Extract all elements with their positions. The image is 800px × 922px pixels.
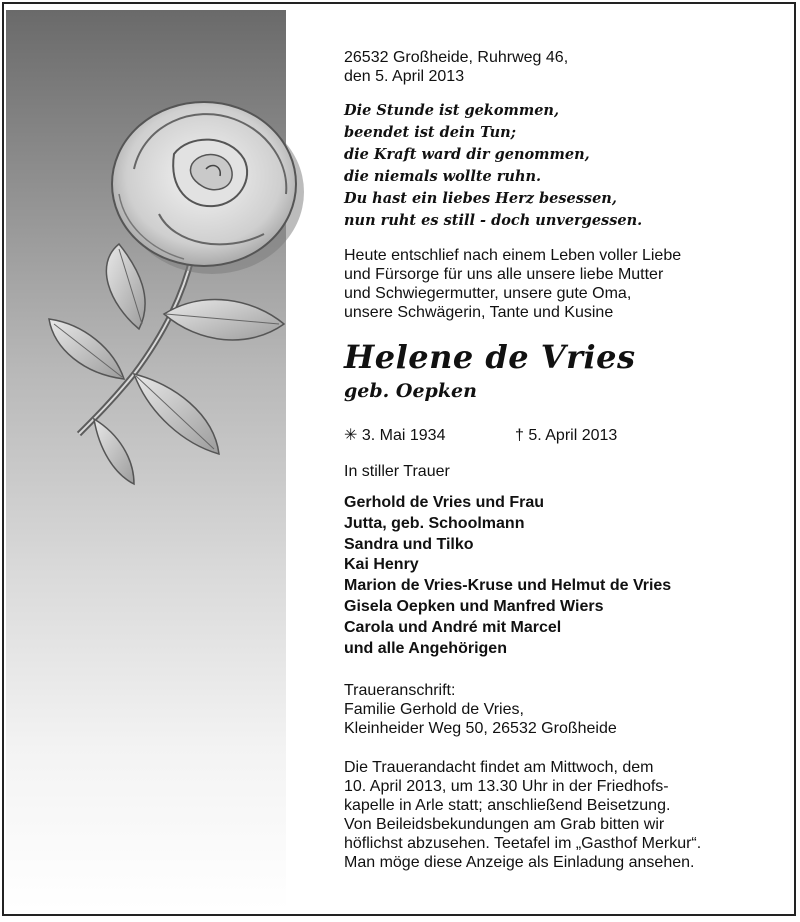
family-member: Sandra und Tilko [344,535,474,553]
service-line: 10. April 2013, um 13.30 Uhr in der Friedhofs- [344,778,669,796]
deceased-name: Helene de Vries [344,338,636,376]
family-member: Carola und André mit Marcel [344,618,562,636]
family-member: Gerhold de Vries und Frau [344,494,545,511]
death-date: † 5. April 2013 [515,427,618,444]
family-member: Marion de Vries-Kruse und Helmut de Vries [344,577,672,595]
family-member: Gisela Oepken und Manfred Wiers [344,597,604,615]
family-member: Kai Henry [344,556,419,574]
poem-line: die niemals wollte ruhn. [344,168,542,185]
service-line: kapelle in Arle statt; anschließend Beisetzung. [344,797,671,815]
announcement-line: und Schwiegermutter, unsere gute Oma, [344,285,632,302]
birth-date: ✳ 3. Mai 1934 [344,427,446,444]
sender-address: 26532 Großheide, Ruhrweg 46, [344,49,569,66]
mourning-label: In stiller Trauer [344,463,450,480]
obituary-notice [2,2,796,916]
address-line: Familie Gerhold de Vries, [344,701,524,719]
announcement [344,246,764,322]
announcement-line: und Fürsorge für uns alle unsere liebe Mutter [344,266,664,283]
service-line: Man möge diese Anzeige als Einladung ansehen. [344,854,695,872]
notice-date: den 5. April 2013 [344,68,465,85]
rose-illustration [24,74,314,494]
service-line: höflichst abzusehen. Teetafel im „Gasthof Merkur“. [344,835,702,853]
address-line: Traueranschrift: [344,682,456,700]
poem-line: Du hast ein liebes Herz besessen, [344,190,617,207]
service-line: Von Beileidsbekundungen am Grab bitten wir [344,816,665,834]
family-member: und alle Angehörigen [344,639,507,657]
announcement-line: Heute entschlief nach einem Leben voller Liebe [344,247,682,264]
poem [344,100,764,232]
poem-line: nun ruht es still - doch unvergessen. [344,212,643,229]
notice-content [344,48,764,872]
birth-name: geb. Oepken [344,380,477,402]
life-dates [344,426,764,446]
address-line: Kleinheider Weg 50, 26532 Großheide [344,720,617,738]
family-member: Jutta, geb. Schoolmann [344,514,525,532]
announcement-line: unsere Schwägerin, Tante und Kusine [344,304,614,321]
service-line: Die Trauerandacht findet am Mittwoch, dem [344,759,654,777]
family-list [344,493,764,659]
service-info [344,758,764,872]
poem-line: Die Stunde ist gekommen, [344,102,560,119]
mourning-address [344,681,764,738]
poem-line: die Kraft ward dir genommen, [344,146,590,163]
poem-line: beendet ist dein Tun; [344,124,517,141]
